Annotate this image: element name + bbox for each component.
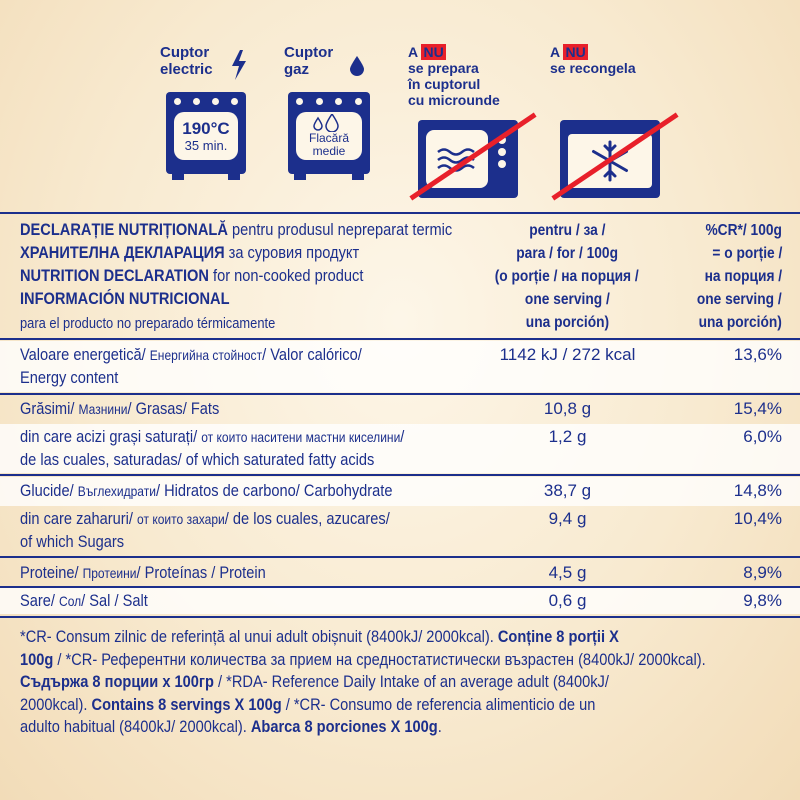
carb-value: 38,7 g (543, 481, 592, 500)
header-col-rda: %CR*/ 100g = o porție / на порция / one serving / una porción) (697, 222, 782, 331)
footnote: *CR- Consum zilnic de referință al unui adult obișnuit (8400kJ/ 2000kcal). Conține 8 porții X 100g / *CR- Референтни количества за прием на средностатистически възрастен (8400kJ/ 2000kcal). Съдържа 8 порции х 100гр / *RDA- Reference Daily Intake of an average adult (8400kJ/ 2000kcal). Contains 8 servings X 100g / *CR- Consumo de referencia alimenticio de un adulto habitual (8400kJ/ 2000kcal). Abarca 8 porciones X 100g. (20, 627, 706, 736)
electric-oven-title: Cuptor electric (160, 44, 213, 78)
salt-label: Sare/ Сол/ Sal / Salt (20, 591, 148, 610)
header-line-ro: DECLARAȚIE NUTRIȚIONALĂ pentru produsul nepreparat termic (20, 220, 453, 239)
flame-drops-icon (312, 114, 346, 132)
sugar-rda: 10,4% (733, 509, 782, 528)
fat-value: 10,8 g (543, 399, 592, 418)
header-col-per-serving: pentru / за / para / for / 100g (o porție / на порция / one serving / una porción) (494, 222, 639, 331)
fat-rda: 15,4% (733, 399, 782, 418)
sugar-value: 9,4 g (548, 509, 587, 528)
table-bottom-rule (0, 616, 800, 618)
sugar-label-en: of which Sugars (20, 532, 125, 551)
oven-icon (166, 92, 246, 174)
energy-label: Valoare energetică/ Енергийна стойност/ Valor calórico/ (20, 345, 362, 364)
energy-rda: 13,6% (733, 345, 782, 364)
no-refreeze-instruction (550, 44, 680, 194)
header-line-en: NUTRITION DECLARATION for non-cooked product (20, 266, 364, 285)
gas-oven-title: Cuptor gaz (284, 44, 334, 78)
header-rule (0, 338, 800, 340)
water-drop-icon (350, 56, 364, 76)
energy-value: 1142 kJ / 272 kcal (499, 345, 636, 364)
no-microwave-title: A NU se prepara în cuptorul cu microunde (408, 44, 500, 108)
salt-value: 0,6 g (548, 591, 587, 610)
energy-label-en: Energy content (20, 368, 119, 387)
protein-label: Proteine/ Протеини/ Proteínas / Protein (20, 563, 266, 582)
table-top-rule (0, 212, 800, 214)
gas-oven-instruction (284, 44, 409, 194)
protein-rda: 8,9% (743, 563, 782, 582)
oven-temperature: 190°C (182, 118, 230, 138)
oven-time: 35 min. (184, 137, 228, 153)
satfat-label: din care acizi grași saturați/ от които наситени мастни киселини/ (20, 427, 405, 446)
salt-rda: 9,8% (743, 591, 782, 610)
header-line-bg: ХРАНИТЕЛНА ДЕКЛАРАЦИЯ за суровия продукт (20, 243, 360, 262)
carb-label: Glucide/ Въглехидрати/ Hidratos de carbono/ Carbohydrate (20, 481, 393, 500)
lightning-icon (230, 50, 248, 80)
satfat-value: 1,2 g (548, 427, 587, 446)
gas-oven-icon: Flacără medie (288, 92, 370, 174)
protein-value: 4,5 g (548, 563, 587, 582)
sugar-label: din care zaharuri/ от които захари/ de los cuales, azucares/ (20, 509, 390, 528)
no-refreeze-title: A NU se recongela (550, 44, 636, 76)
fat-label: Grăsimi/ Мазнини/ Grasas/ Fats (20, 399, 220, 418)
row-rule (0, 393, 800, 395)
row-rule (0, 474, 800, 476)
satfat-label-es-en: de las cuales, saturadas/ of which saturated fatty acids (20, 450, 375, 469)
row-rule (0, 556, 800, 558)
satfat-rda: 6,0% (743, 427, 782, 446)
carb-rda: 14,8% (733, 481, 782, 500)
no-microwave-instruction (408, 44, 538, 194)
header-line-es: INFORMACIÓN NUTRICIONAL (20, 289, 230, 308)
header-line-es-sub: para el producto no preparado térmicamente (20, 315, 276, 332)
electric-oven-instruction (160, 44, 285, 194)
